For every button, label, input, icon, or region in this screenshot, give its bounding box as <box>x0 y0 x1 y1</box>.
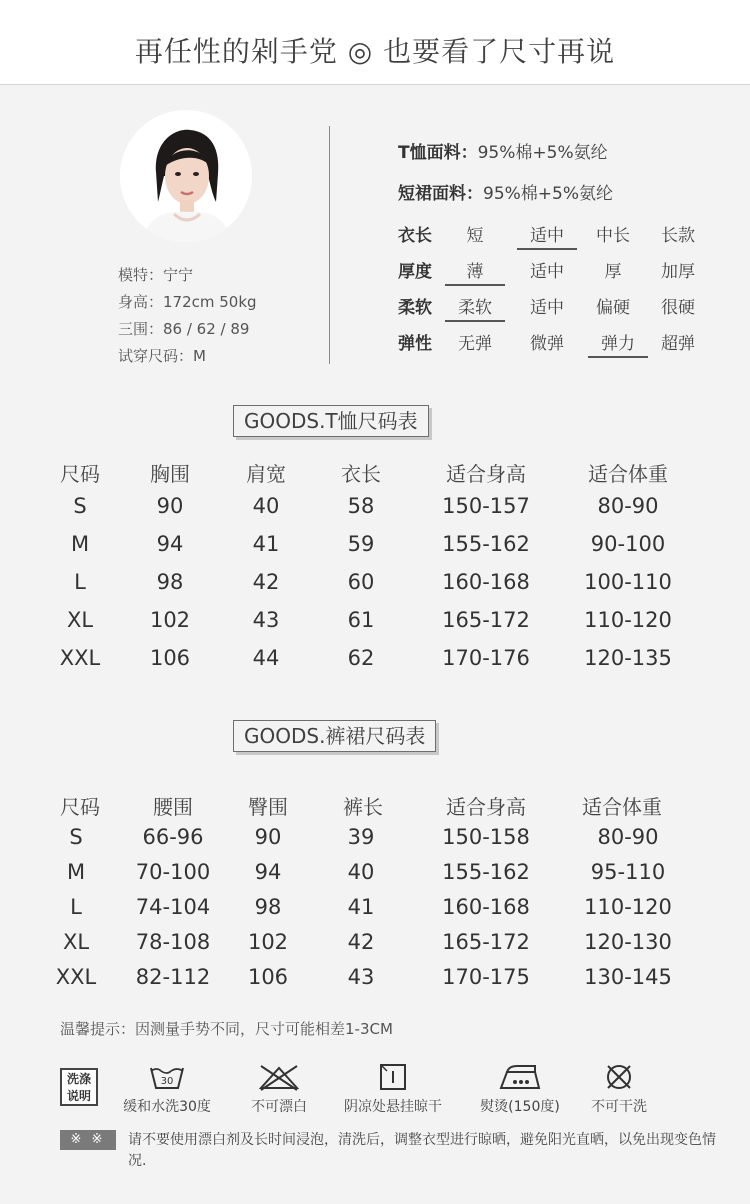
table-cell: 106 <box>149 646 191 670</box>
attr-option: 适中 <box>530 298 564 318</box>
hang-dry-shade-icon <box>377 1062 409 1092</box>
table-cell: 170-176 <box>442 646 530 670</box>
model-measurements: 三围：86 / 62 / 89 <box>118 320 250 338</box>
care-item-label: 熨烫(150度) <box>480 1099 560 1115</box>
table-cell: 60 <box>347 570 375 594</box>
table-header-cell: 适合体重 <box>582 795 662 819</box>
skirt-table-title: GOODS.裤裙尺码表 <box>233 720 436 752</box>
table-cell: S <box>73 494 87 518</box>
table-cell: 43 <box>347 965 375 989</box>
care-badge <box>60 1068 98 1106</box>
table-cell: 160-168 <box>442 895 530 919</box>
table-cell: 66-96 <box>142 825 204 849</box>
table-cell: 150-158 <box>442 825 530 849</box>
table-cell: 90 <box>254 825 282 849</box>
table-cell: 130-145 <box>584 965 672 989</box>
table-cell: 102 <box>149 608 191 632</box>
table-cell: 40 <box>252 494 280 518</box>
care-item-label: 不可干洗 <box>591 1099 647 1115</box>
fabric-skirt-label: 短裙面料： <box>398 184 483 204</box>
table-cell: 102 <box>247 930 289 954</box>
attr-option: 无弹 <box>458 334 492 354</box>
note-mark: ※ ※ <box>60 1130 116 1150</box>
table-cell: 41 <box>252 532 280 556</box>
table-cell: 95-110 <box>590 860 666 884</box>
table-header-cell: 适合体重 <box>588 462 668 486</box>
care-badge-line2: 说明 <box>66 1089 91 1103</box>
model-name: 模特：宁宁 <box>118 266 194 284</box>
attr-option: 很硬 <box>661 298 695 318</box>
table-cell: 106 <box>247 965 289 989</box>
table-cell: S <box>69 825 83 849</box>
table-cell: 40 <box>347 860 375 884</box>
model-trial-size: 试穿尺码：M <box>118 347 206 365</box>
care-item-dryclean <box>554 1062 684 1116</box>
attr-option: 偏硬 <box>596 298 630 318</box>
page-title: 再任性的剁手党 ◎ 也要看了尺寸再说 <box>134 35 616 68</box>
table-cell: 74-104 <box>135 895 211 919</box>
table-cell: 80-90 <box>597 494 659 518</box>
table-header-cell: 适合身高 <box>446 462 526 486</box>
fabric-tshirt-value: 95%棉+5%氨纶 <box>477 143 608 163</box>
attr-option-selected: 薄 <box>445 257 505 286</box>
table-cell: L <box>74 570 86 594</box>
table-cell: 120-135 <box>584 646 672 670</box>
table-cell: 165-172 <box>442 930 530 954</box>
washtub-30-icon <box>147 1062 187 1092</box>
table-header-cell: 衣长 <box>341 462 381 486</box>
attr-option: 长款 <box>661 226 695 246</box>
attr-option: 中长 <box>596 226 630 246</box>
care-item-wash <box>102 1062 232 1116</box>
care-note: 请不要使用漂白剂及长时间浸泡，清洗后，调整衣型进行晾晒，避免阳光直晒，以免出现变色情况. <box>128 1132 716 1169</box>
table-header-cell: 腰围 <box>153 795 193 819</box>
table-header-cell: 适合身高 <box>446 795 526 819</box>
attr-option: 微弹 <box>530 334 564 354</box>
table-cell: 44 <box>252 646 280 670</box>
table-header-cell: 尺码 <box>60 462 100 486</box>
table-header-cell: 臀围 <box>248 795 288 819</box>
attr-option: 短 <box>466 226 484 246</box>
table-cell: 43 <box>252 608 280 632</box>
table-cell: 98 <box>156 570 184 594</box>
fabric-skirt-value: 95%棉+5%氨纶 <box>483 184 613 204</box>
attr-option-selected: 弹力 <box>588 329 648 358</box>
table-header-cell: 胸围 <box>150 462 190 486</box>
measurement-tip: 温馨提示：因测量手势不同，尺寸可能相差1-3CM <box>60 1020 393 1038</box>
table-cell: L <box>70 895 82 919</box>
table-cell: 100-110 <box>584 570 672 594</box>
table-cell: XL <box>66 608 94 632</box>
no-dry-clean-icon <box>602 1062 636 1092</box>
table-cell: M <box>66 860 86 884</box>
table-header-cell: 肩宽 <box>246 462 286 486</box>
care-badge-line1: 洗涤 <box>66 1072 91 1086</box>
attr-option: 加厚 <box>661 262 695 282</box>
table-cell: 62 <box>347 646 375 670</box>
fabric-skirt <box>398 179 613 204</box>
care-item-bleach <box>214 1062 344 1116</box>
tshirt-table-title: GOODS.T恤尺码表 <box>233 405 429 437</box>
table-cell: XXL <box>55 965 97 989</box>
table-cell: 80-90 <box>597 825 659 849</box>
table-cell: 42 <box>347 930 375 954</box>
attr-option: 超弹 <box>661 334 695 354</box>
table-cell: 70-100 <box>135 860 211 884</box>
table-cell: 39 <box>347 825 375 849</box>
table-cell: 61 <box>347 608 375 632</box>
table-cell: 155-162 <box>442 532 530 556</box>
care-item-dry <box>328 1062 458 1116</box>
table-cell: 58 <box>347 494 375 518</box>
attr-label: 厚度 <box>398 262 432 282</box>
table-header-cell: 裤长 <box>343 795 383 819</box>
care-item-label: 阴凉处悬挂晾干 <box>344 1099 442 1115</box>
table-cell: 98 <box>254 895 282 919</box>
fabric-tshirt <box>398 138 608 163</box>
model-avatar <box>120 110 252 242</box>
table-cell: 94 <box>254 860 282 884</box>
table-cell: XL <box>62 930 90 954</box>
table-cell: 160-168 <box>442 570 530 594</box>
attr-label: 弹性 <box>398 334 432 354</box>
model-info <box>118 262 257 370</box>
table-cell: 90-100 <box>590 532 666 556</box>
care-item-label: 不可漂白 <box>251 1099 307 1115</box>
wash-temp-label: 30 <box>160 1076 174 1087</box>
attr-option-selected: 适中 <box>517 221 577 250</box>
table-cell: 42 <box>252 570 280 594</box>
table-cell: 155-162 <box>442 860 530 884</box>
table-cell: 90 <box>156 494 184 518</box>
table-cell: 59 <box>347 532 375 556</box>
fabric-tshirt-label: T恤面料： <box>398 143 478 163</box>
attr-label: 衣长 <box>398 226 432 246</box>
no-bleach-icon <box>255 1062 303 1092</box>
table-cell: M <box>70 532 90 556</box>
table-cell: 165-172 <box>442 608 530 632</box>
table-header-cell: 尺码 <box>60 795 100 819</box>
table-cell: 150-157 <box>442 494 530 518</box>
attr-label: 柔软 <box>398 298 432 318</box>
table-cell: 78-108 <box>135 930 211 954</box>
attr-option: 适中 <box>530 262 564 282</box>
care-item-label: 缓和水洗30度 <box>123 1099 211 1115</box>
vertical-divider <box>329 126 330 364</box>
attr-option: 厚 <box>604 262 622 282</box>
table-cell: 94 <box>156 532 184 556</box>
iron-icon <box>495 1062 545 1092</box>
table-cell: 170-175 <box>442 965 530 989</box>
table-cell: XXL <box>59 646 101 670</box>
table-cell: 41 <box>347 895 375 919</box>
page-header <box>0 0 750 85</box>
model-height-weight: 身高：172cm 50kg <box>118 293 257 311</box>
table-cell: 120-130 <box>584 930 672 954</box>
attr-option-selected: 柔软 <box>445 293 505 322</box>
table-cell: 110-120 <box>584 895 672 919</box>
table-cell: 82-112 <box>135 965 211 989</box>
table-cell: 110-120 <box>584 608 672 632</box>
